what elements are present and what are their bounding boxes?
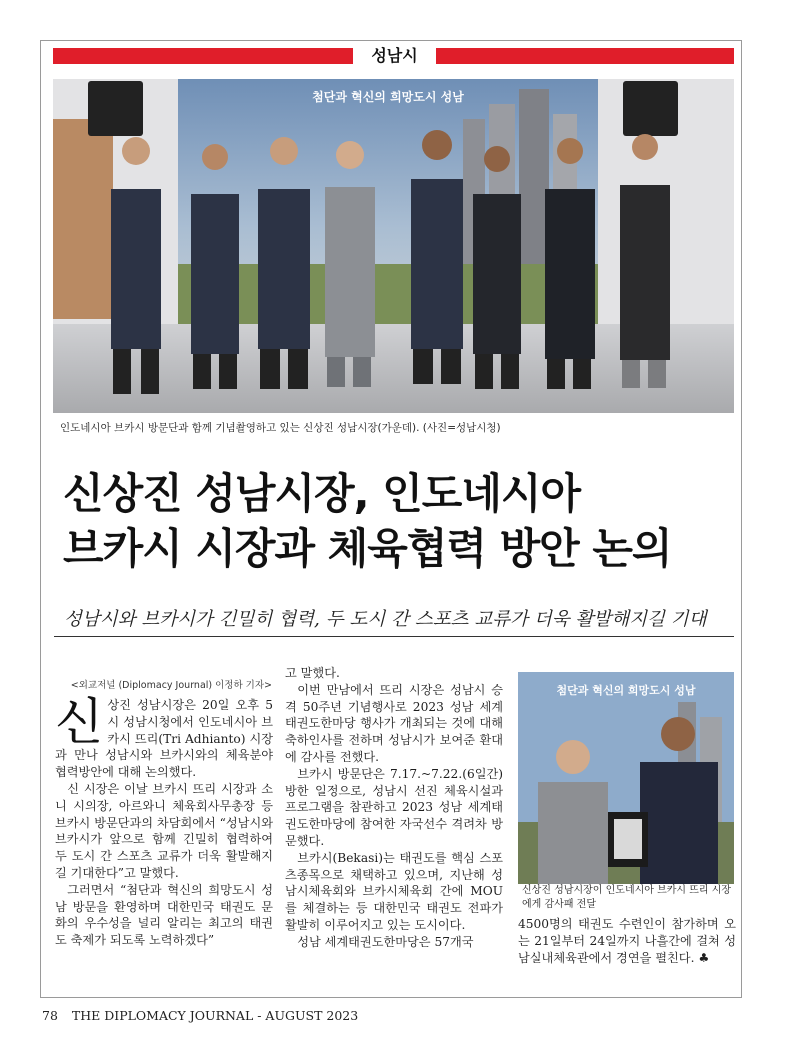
article-paragraph: 그러면서 “첨단과 혁신의 희망도시 성남 방문을 환영하며 대한민국 태권도 문화의 우수성을 널리 알리는 최고의 태권도 축제가 되도록 노력하겠다” bbox=[55, 882, 273, 948]
article-column-2 bbox=[285, 665, 503, 951]
publication-name: THE DIPLOMACY JOURNAL - AUGUST 2023 bbox=[71, 1008, 359, 1023]
section-band-right bbox=[436, 48, 734, 64]
subheadline: 성남시와 브카시가 긴밀히 협력, 두 도시 간 스포츠 교류가 더욱 활발해지길 기대 bbox=[64, 609, 707, 630]
page-number: 78 bbox=[42, 1008, 58, 1023]
article-column-3 bbox=[518, 916, 736, 966]
headline-line-1: 신상진 성남시장, 인도네시아 bbox=[63, 469, 581, 518]
award-photo bbox=[518, 672, 734, 884]
section-band-left bbox=[53, 48, 353, 64]
article-paragraph: 4500명의 태권도 수련인이 참가하며 오는 21일부터 24일까지 나흘간에 걸쳐 성남실내체육관에서 경연을 펼친다. ♣ bbox=[518, 917, 736, 965]
article-paragraph: 브카시(Bekasi)는 태권도를 핵심 스포츠종목으로 채택하고 있으며, 지난해 성남시체육회와 브카시체육회 간에 MOU를 체결하는 등 대한민국 태권도 전파가 활발히 이루어지고 있는 도시이다. bbox=[285, 850, 503, 932]
article-paragraph: 이번 만남에서 뜨리 시장은 성남시 승격 50주년 기념행사로 2023 성남 세계태권도한마당 행사가 개최되는 것에 대해 축하인사를 전하며 성남시가 보여준 환대에 감사를 전했다. bbox=[285, 682, 503, 764]
headline-line-2: 브카시 시장과 체육협력 방안 논의 bbox=[63, 524, 672, 573]
award-photo-backdrop-text: 첨단과 혁신의 희망도시 성남 bbox=[556, 684, 696, 697]
section-label: 성남시 bbox=[371, 46, 418, 65]
article-column-1 bbox=[55, 693, 273, 949]
main-photo-caption: 인도네시아 브카시 방문단과 함께 기념촬영하고 있는 신상진 성남시장(가운데). (사진=성남시청) bbox=[60, 422, 501, 434]
article-paragraph: 고 말했다. bbox=[285, 666, 340, 680]
headline bbox=[63, 466, 733, 576]
main-photo-backdrop-text: 첨단과 혁신의 희망도시 성남 bbox=[312, 90, 464, 104]
byline: <외교저널 (Diplomacy Journal) 이정하 기자> bbox=[70, 680, 272, 691]
main-photo bbox=[53, 79, 734, 413]
subheadline-divider bbox=[54, 636, 734, 637]
article-paragraph: 신 시장은 이날 브카시 뜨리 시장과 소니 시의장, 아르와니 체육회사무총장 등 브카시 방문단과의 차담회에서 “성남시와 브카시가 앞으로 함께 긴밀히 협력하여 두 도시 간 스포츠 교류가 더욱 활발해지길 기대한다”고 말했다. bbox=[55, 781, 273, 880]
page-footer bbox=[42, 1008, 358, 1023]
drop-cap: 신 bbox=[55, 693, 104, 751]
article-paragraph: 상진 성남시장은 20일 오후 5시 성남시청에서 인도네시아 브카시 뜨리(Tri Adhianto) 시장과 만나 성남시와 브카시와의 체육분야 협력방안에 대해 논의했다. bbox=[55, 698, 273, 780]
article-paragraph: 브카시 방문단은 7.17.~7.22.(6일간) 방한 일정으로, 성남시 선진 체육시설과 프로그램을 참관하고 2023 성남 세계태권도한마당에 참여한 자국선수 격려차 방문했다. bbox=[285, 766, 503, 848]
award-photo-caption: 신상진 성남시장이 인도네시아 브카시 뜨리 시장에게 감사패 전달 bbox=[522, 885, 732, 910]
article-paragraph: 성남 세계태권도한마당은 57개국 bbox=[297, 934, 474, 949]
